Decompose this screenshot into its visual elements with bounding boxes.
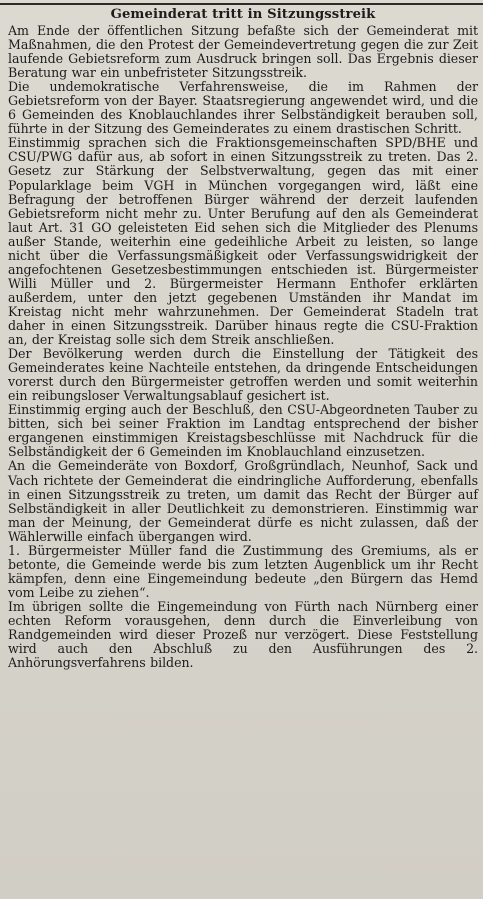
- article: [8, 7, 478, 670]
- article-paragraph: An die Gemeinderäte von Boxdorf, Großgründlach, Neunhof, Sack und Vach richtete der Gemeinderat die eindringliche Aufforderung, ebenfalls in einen Sitzungsstreik zu treten, um damit das Recht der Bürger auf Selbständigkeit in aller Deutlichkeit zu demonstrieren. Einstimmig war man der Meinung, der Gemeinderat dürfe es nicht zulassen, daß der Wählerwille einfach übergangen wird.: [8, 458, 478, 544]
- article-paragraph: Einstimmig erging auch der Beschluß, den CSU-Abgeordneten Tauber zu bitten, sich bei seiner Fraktion im Landtag entsprechend der bisher ergangenen einstimmigen Kreistagsbeschlüsse mit Nachdruck für die Selbständigkeit der 6 Gemeinden im Knoblauchland einzusetzen.: [8, 402, 478, 460]
- article-paragraph: Am Ende der öffentlichen Sitzung befaßte sich der Gemeinderat mit Maßnahmen, die den Protest der Gemeindevertretung gegen die zur Zeit laufende Gebietsreform zum Ausdruck bringen soll. Das Ergebnis dieser Beratung war ein unbefristeter Sitzungsstreik.: [8, 23, 478, 81]
- article-paragraph: 1. Bürgermeister Müller fand die Zustimmung des Gremiums, als er betonte, die Gemeinde werde bis zum letzten Augenblick um ihr Recht kämpfen, denn eine Eingemeindung bedeute „den Bürgern das Hemd vom Leibe zu ziehen“.: [8, 542, 478, 600]
- article-headline: Gemeinderat tritt in Sitzungsstreik: [110, 7, 376, 22]
- article-paragraph: Der Bevölkerung werden durch die Einstellung der Tätigkeit des Gemeinderates keine Nachteile entstehen, da dringende Entscheidungen vorerst durch den Bürgermeister getroffen werden und somit weiterhin ein reibungsloser Verwaltungsablauf gesichert ist.: [8, 346, 478, 404]
- article-paragraph: Einstimmig sprachen sich die Fraktionsgemeinschaften SPD/BHE und CSU/PWG dafür aus, ab sofort in einen Sitzungsstreik zu treten. Das 2. Gesetz zur Stärkung der Selbstverwaltung, gegen das mit einer Popularklage beim VGH in München vorgegangen wird, läßt eine Befragung der betroffenen Bürger während der derzeit laufenden Gebietsreform nicht mehr zu. Unter Berufung auf den als Gemeinderat laut Art. 31 GO geleisteten Eid sehen sich die Mitglieder des Plenums außer Stande, weiterhin eine gedeihliche Arbeit zu leisten, so lange nicht über die Verfassungsmäßigkeit oder Verfassungswidrigkeit der angefochtenen Gesetzesbestimmungen entschieden ist. Bürgermeister Willi Müller und 2. Bürgermeister Hermann Enthofer erklärten außerdem, unter den jetzt gegebenen Umständen ihr Mandat im Kreistag nicht mehr wahrzunehmen. Der Gemeinderat Stadeln trat daher in einen Sitzungsstreik. Darüber hinaus regte die CSU-Fraktion an, der Kreistag solle sich dem Streik anschließen.: [8, 135, 478, 348]
- article-paragraph: Im übrigen sollte die Eingemeindung von Fürth nach Nürnberg einer echten Reform vorausgehen, denn durch die Einverleibung von Randgemeinden wird dieser Prozeß nur verzögert. Diese Feststellung wird auch den Abschluß zu den Ausführungen des 2. Anhörungsverfahrens bilden.: [8, 598, 478, 671]
- article-paragraph: Die undemokratische Verfahrensweise, die im Rahmen der Gebietsreform von der Bayer. Staatsregierung angewendet wird, und die 6 Gemeinden des Knoblauchlandes ihrer Selbständigkeit berauben soll, führte in der Sitzung des Gemeinderates zu einem drastischen Schritt.: [8, 79, 478, 137]
- top-rule: [0, 3, 483, 5]
